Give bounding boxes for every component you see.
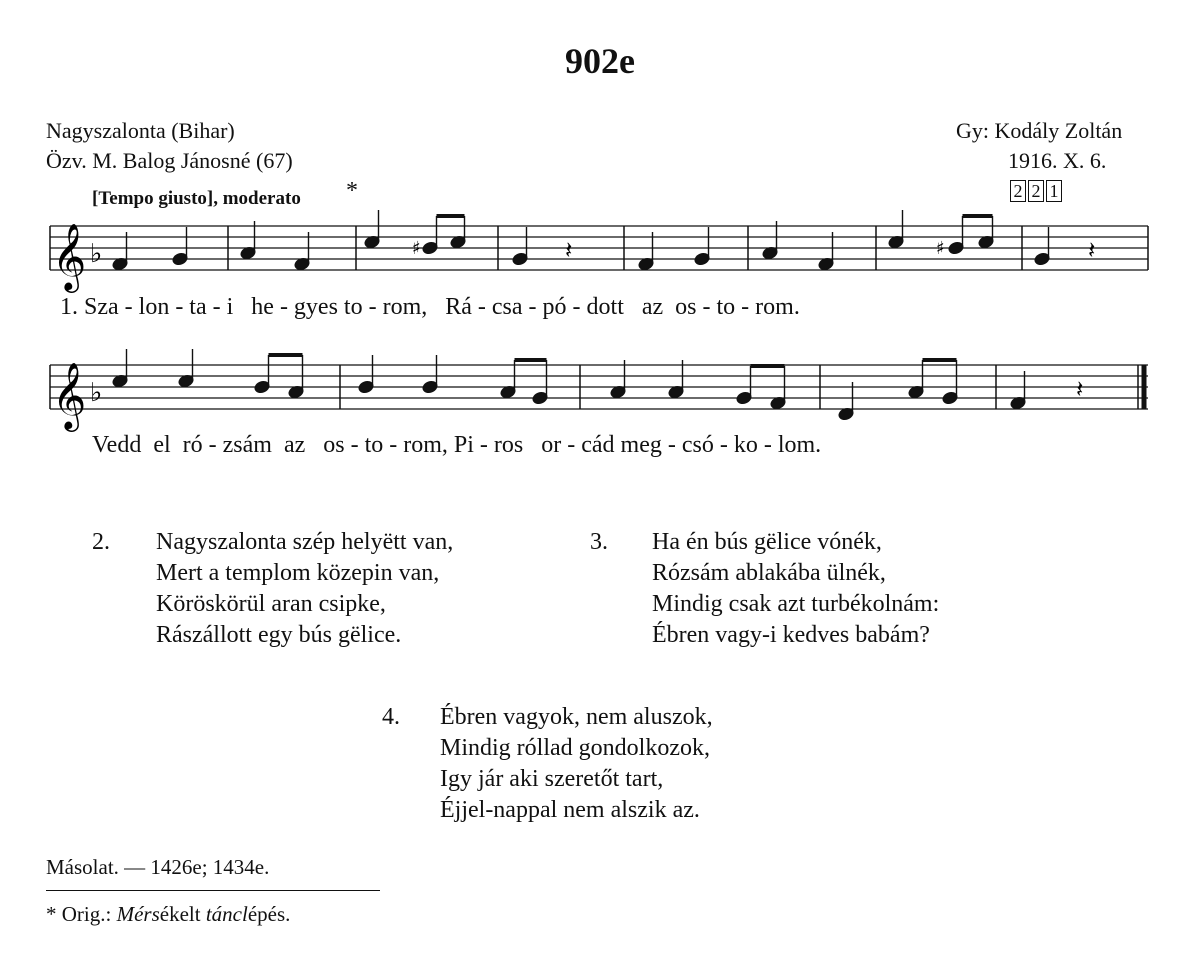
- verse-2: [92, 527, 562, 657]
- verse-4: [382, 702, 852, 832]
- lyrics-line-2: Vedd el ró - zsám az os - to - rom, Pi - ros or - cád meg - csó - ko - lom.: [92, 432, 822, 458]
- footnote-word: ékelt: [159, 902, 206, 926]
- verse-3: [590, 527, 1060, 657]
- treble-clef-icon: 𝄞: [52, 222, 87, 290]
- collector-label: Gy: Kodály Zoltán: [956, 118, 1123, 143]
- form-number-box: 2: [1028, 180, 1044, 202]
- sharp-icon: ♯: [936, 238, 945, 259]
- tempo-marking: [Tempo giusto], moderato: [92, 188, 301, 209]
- date-label: 1916. X. 6.: [1008, 148, 1107, 173]
- form-number-boxes: [1010, 180, 1062, 202]
- verse-line: Mindig róllad gondolkozok,: [440, 735, 710, 761]
- sharp-icon: ♯: [412, 238, 421, 259]
- form-number-box: 1: [1046, 180, 1062, 202]
- footnote-word: Mérs: [116, 902, 160, 926]
- copy-note: Másolat. — 1426e; 1434e.: [46, 855, 270, 879]
- quarter-rest-icon: 𝄽: [1076, 375, 1084, 403]
- quarter-rest-icon: 𝄽: [565, 236, 573, 264]
- verse-line: Ha én bús gëlice vónék,: [652, 529, 882, 555]
- verse-line: Ébren vagyok, nem aluszok,: [440, 704, 713, 730]
- treble-clef-icon: 𝄞: [52, 361, 87, 429]
- tempo-footnote-mark: *: [346, 178, 358, 204]
- footnote-divider: [46, 890, 380, 891]
- quarter-rest-icon: 𝄽: [1088, 236, 1096, 264]
- verse-line: Igy jár aki szeretőt tart,: [440, 766, 664, 792]
- page-title: 902e: [565, 41, 635, 81]
- footnote-text: [117, 902, 291, 926]
- lyrics-line-1: 1. Sza - lon - ta - i he - gyes to - rom, Rá - csa - pó - dott az os - to - rom.: [60, 294, 800, 320]
- footnote-word: táncl: [205, 902, 248, 926]
- verse-line: Rózsám ablakába ülnék,: [652, 560, 886, 586]
- verse-line: Rászállott egy bús gëlice.: [156, 622, 402, 648]
- singer-label: Özv. M. Balog Jánosné (67): [46, 148, 293, 173]
- location-label: Nagyszalonta (Bihar): [46, 118, 235, 143]
- verse-line: Köröskörül aran csipke,: [156, 591, 386, 617]
- verse-line: Ébren vagy-i kedves babám?: [652, 622, 930, 648]
- flat-key-signature-icon: ♭: [90, 239, 103, 269]
- footnote: [46, 902, 290, 927]
- verse-number: 2.: [92, 529, 110, 555]
- flat-key-signature-icon: ♭: [90, 378, 103, 408]
- form-number-box: 2: [1010, 180, 1026, 202]
- verse-number: 3.: [590, 529, 608, 555]
- verse-line: Mindig csak azt turbékolnám:: [652, 591, 940, 617]
- verse-number: 4.: [382, 704, 400, 730]
- footnote-word: épés.: [247, 902, 291, 926]
- verse-line: Nagyszalonta szép helyëtt van,: [156, 529, 454, 555]
- verse-line: Éjjel-nappal nem alszik az.: [440, 797, 700, 823]
- verse-line: Mert a templom közepin van,: [156, 560, 440, 586]
- footnote-prefix: Orig.:: [61, 902, 112, 926]
- footnote-star: *: [46, 902, 57, 926]
